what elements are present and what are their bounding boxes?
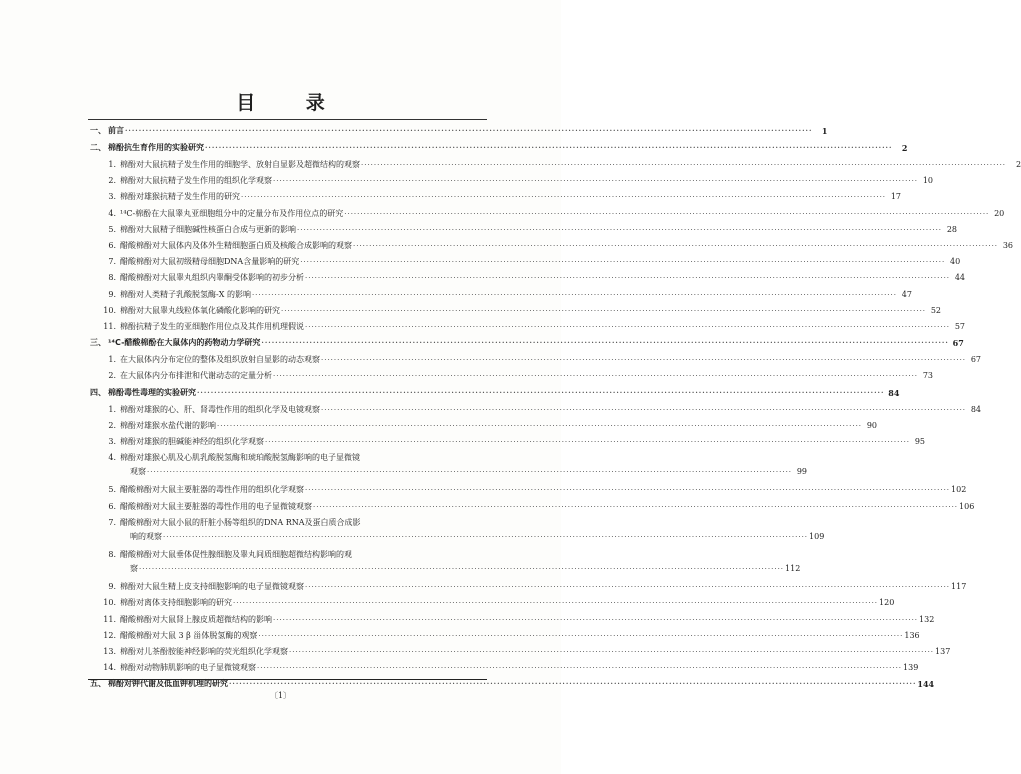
entry-page: 67 <box>970 355 982 365</box>
toc-item <box>102 660 919 673</box>
entry-number: 5. <box>108 224 116 234</box>
entry-title: 棉酚对动物肺肌影响的电子显微镜观察 <box>120 663 256 673</box>
entry-number: 3. <box>108 192 116 202</box>
entry-number: 2. <box>108 176 116 186</box>
leader-dots: ········································································································································································································ <box>273 372 919 381</box>
toc-item <box>102 547 484 560</box>
entry-title: 棉酚对大鼠抗精子发生作用的组织化学观察 <box>120 176 272 186</box>
entry-title: 棉酚对大鼠生精上皮支持细胞影响的电子显微镜观察 <box>120 582 304 592</box>
entry-title-continued: 察 <box>130 564 138 574</box>
leader-dots: ········································································································································································································ <box>273 177 919 186</box>
entry-page: 136 <box>904 630 920 640</box>
entry-number: 14. <box>103 663 116 673</box>
entry-page: 106 <box>959 501 975 511</box>
toc-item <box>102 515 484 528</box>
entry-number: 7. <box>108 257 116 267</box>
leader-dots: ········································································································································································································ <box>139 565 785 574</box>
leader-dots: ········································································································································································································ <box>305 323 951 331</box>
entry-page: 17 <box>890 192 902 202</box>
entry-title: 醋酸棉酚对大鼠睾丸组织内睾酮受体影响的初步分析 <box>120 273 304 283</box>
toc-item <box>102 319 966 332</box>
leader-dots: ········································································································································································································ <box>300 258 946 267</box>
leader-dots: ········································································································································································································ <box>217 421 863 430</box>
entry-page: 84 <box>970 404 982 414</box>
entry-page: 36 <box>1002 241 1014 250</box>
toc-item <box>102 270 966 283</box>
entry-title: ¹⁴C-棉酚在大鼠睾丸亚细胞组分中的定量分布及作用位点的研究 <box>120 208 344 218</box>
leader-dots: ········································································································································································································ <box>321 356 967 365</box>
toc-item <box>102 238 1014 251</box>
entry-title-continued: 观察 <box>130 467 146 477</box>
entry-title: 棉酚对雄猴的胆碱能神经的组织化学观察 <box>120 437 264 446</box>
entry-number: 13. <box>103 647 116 656</box>
entry-title: 棉酚对大鼠睾丸线粒体氧化磷酸化影响的研究 <box>120 305 280 315</box>
entry-number: 五、 <box>90 679 106 689</box>
toc-section <box>90 335 964 349</box>
entry-number: 2. <box>108 420 116 430</box>
entry-title: 醋酸棉酚对大鼠肾上腺皮质超微结构的影响 <box>120 614 272 624</box>
leader-dots: ········································································································································································································ <box>305 486 951 495</box>
toc-item <box>102 189 902 202</box>
entry-page: 102 <box>951 485 967 495</box>
entry-title: ¹⁴C-醋酸棉酚在大鼠体内的药物动力学研究 <box>108 338 261 348</box>
entry-page: 109 <box>809 532 825 541</box>
entry-number: 8. <box>108 550 116 559</box>
entry-title: 棉酚对人类精子乳酸脱氢酶-X 的影响 <box>120 289 251 299</box>
leader-dots: ········································································································································································································ <box>297 225 943 234</box>
entry-page: 120 <box>879 598 895 608</box>
toc-item <box>102 434 926 447</box>
leader-dots: ········································································································································································································ <box>147 468 793 477</box>
entry-page: 95 <box>914 437 926 446</box>
entry-page: 99 <box>796 467 808 477</box>
entry-number: 11. <box>103 322 116 331</box>
entry-number: 11. <box>103 614 116 624</box>
entry-number: 1. <box>108 355 116 365</box>
entry-title: 醋酸棉酚对大鼠 3 β 甾体脱氢酶的观察 <box>120 630 258 640</box>
entry-number: 二、 <box>90 143 106 152</box>
entry-page: 144 <box>917 679 935 690</box>
entry-page: 57 <box>954 322 966 331</box>
entry-number: 9. <box>108 289 116 299</box>
entry-title: 棉酚对离体支持细胞影响的研究 <box>120 598 232 608</box>
entry-number: 12. <box>103 630 116 640</box>
entry-number: 4. <box>108 208 116 218</box>
entry-page: 84 <box>888 387 900 398</box>
toc-item <box>102 287 912 300</box>
toc-item <box>102 206 1005 219</box>
entry-title: 在大鼠体内分布定位的整体及组织放射自显影的动态观察 <box>120 355 320 365</box>
toc-item <box>102 644 951 657</box>
toc-item <box>102 612 935 625</box>
leader-dots: ········································································································································································································ <box>305 583 951 592</box>
entry-page: 44 <box>954 273 966 283</box>
toc-item <box>102 499 975 512</box>
leader-dots: ········································································································································································································ <box>163 533 809 541</box>
toc-item <box>102 402 982 415</box>
entry-title: 棉酚对大鼠精子细胞碱性核蛋白合成与更新的影响 <box>120 224 296 234</box>
toc-item <box>102 303 942 316</box>
entry-title: 棉酚对雄猴水盐代谢的影响 <box>120 420 216 430</box>
entry-title: 棉酚对儿茶酚胺能神经影响的荧光组织化学观察 <box>120 647 288 656</box>
entry-title: 醋酸棉酚对大鼠主要脏器的毒性作用的电子显微镜观察 <box>120 501 312 511</box>
leader-dots: ········································································································································································································ <box>273 615 919 624</box>
leader-dots: ········································································································································································································ <box>258 631 904 640</box>
entry-title: 棉酚抗生育作用的实验研究 <box>108 143 204 152</box>
entry-title: 醋酸棉酚对大鼠小鼠的肝脏小肠等组织的DNA RNA及蛋白质合成影 <box>120 517 361 527</box>
entry-page: 40 <box>950 257 961 267</box>
entry-title: 棉酚抗精子发生的亚细胞作用位点及其作用机理假说 <box>120 322 304 331</box>
entry-page: 10 <box>922 176 934 186</box>
entry-title: 棉酚毒性毒理的实验研究 <box>108 387 196 397</box>
entry-page: 139 <box>903 663 919 673</box>
entry-number: 5. <box>108 485 116 495</box>
leader-dots: ········································································································································································································ <box>251 290 897 299</box>
entry-number: 3. <box>108 437 116 446</box>
leader-dots: ········································································································································································································ <box>344 209 990 218</box>
leader-dots: ········································································································································································································ <box>281 306 927 315</box>
leader-dots: ········································································································································································································ <box>313 502 959 511</box>
entry-number: 9. <box>108 582 116 592</box>
entry-page: 73 <box>922 371 934 381</box>
entry-number: 4. <box>108 453 116 463</box>
entry-page: 112 <box>785 564 801 574</box>
entry-title: 棉酚对雄猴心肌及心肌乳酸脱氢酶和琥珀酸脱氢酶影响的电子显微镜 <box>120 453 360 463</box>
entry-page: 90 <box>866 420 878 430</box>
entry-number: 8. <box>108 273 116 283</box>
entry-title: 棉酚对大鼠抗精子发生作用的细胞学、放射自显影及超微结构的观察 <box>120 160 360 169</box>
entry-title-continued: 响的观察 <box>130 532 162 541</box>
leader-dots: ········································································································································································································ <box>257 664 903 673</box>
page-title: 目 录 <box>236 92 347 114</box>
entry-number: 6. <box>108 501 116 511</box>
toc-item <box>102 579 967 592</box>
entry-number: 1. <box>108 404 116 414</box>
leader-dots: ········································································································································································································ <box>289 648 935 656</box>
leader-dots: ········································································································································································································ <box>353 242 999 250</box>
toc-item-continuation <box>130 464 808 477</box>
leader-dots: ········································································································································································································ <box>321 405 967 414</box>
entry-title: 醋酸棉酚对大鼠体内及体外生精细胞蛋白质及核酸合成影响的观察 <box>120 241 352 250</box>
toc-item <box>102 222 958 235</box>
leader-dots: ········································································································································································································ <box>197 387 885 397</box>
toc-item <box>102 418 878 431</box>
toc-item-continuation <box>130 529 825 542</box>
entry-title: 棉酚对雄猴抗精子发生作用的研究 <box>120 192 240 202</box>
toc-item <box>102 157 1021 170</box>
toc-item <box>102 450 484 463</box>
entry-title: 前言 <box>108 126 124 135</box>
entry-number: 2. <box>108 371 116 381</box>
leader-dots: ········································································································································································································ <box>265 438 911 446</box>
entry-title: 醋酸棉酚对大鼠主要脏器的毒性作用的组织化学观察 <box>120 485 304 495</box>
entry-number: 10. <box>103 305 116 315</box>
entry-page: 2 <box>1015 160 1021 169</box>
leader-dots: ········································································································································································································ <box>205 143 893 152</box>
entry-title: 棉酚对雄猴的心、肝、肾毒性作用的组织化学及电镜观察 <box>120 404 320 414</box>
entry-number: 三、 <box>90 338 106 348</box>
leader-dots: ········································································································································································································ <box>233 599 879 608</box>
entry-number: 6. <box>108 241 116 250</box>
leader-dots: ········································································································································································································ <box>361 161 1007 169</box>
bottom-rule <box>88 679 487 680</box>
entry-page: 28 <box>946 224 958 234</box>
leader-dots: ········································································································································································································ <box>125 126 813 135</box>
entry-number: 1. <box>108 160 116 169</box>
entry-title: 在大鼠体内分布排泄和代谢动态的定量分析 <box>120 371 272 381</box>
page-number: 〔1〕 <box>269 691 292 700</box>
toc-section <box>90 123 828 136</box>
entry-page: 52 <box>930 305 942 315</box>
entry-page: 132 <box>919 614 935 624</box>
toc-item <box>102 595 895 608</box>
toc-section <box>90 385 900 398</box>
toc-item <box>102 628 920 641</box>
leader-dots: ········································································································································································································ <box>241 193 887 202</box>
top-rule <box>88 119 487 120</box>
toc-item <box>102 482 967 495</box>
entry-number: 10. <box>103 598 116 608</box>
toc-item <box>102 173 934 186</box>
entry-number: 7. <box>108 517 116 527</box>
entry-number: 一、 <box>90 126 106 135</box>
toc-item <box>102 352 982 365</box>
leader-dots: ········································································································································································································ <box>305 274 951 283</box>
entry-page: 137 <box>935 647 951 656</box>
entry-title: 醋酸棉酚对大鼠垂体促性腺细胞及睾丸间质细胞超微结构影响的观 <box>120 550 352 559</box>
entry-page: 1 <box>821 126 828 136</box>
entry-page: 47 <box>901 289 912 299</box>
leader-dots: ········································································································································································································ <box>229 679 917 689</box>
entry-page: 20 <box>994 208 1005 218</box>
toc-item <box>102 368 934 381</box>
entry-title: 棉酚对钾代谢及低血钾机理的研究 <box>108 679 228 689</box>
leader-dots: ········································································································································································································ <box>261 338 949 348</box>
entry-page: 2 <box>901 143 908 153</box>
entry-title: 醋酸棉酚对大鼠初级精母细胞DNA含量影响的研究 <box>120 257 300 267</box>
toc-section <box>90 140 908 153</box>
toc-item-continuation <box>130 561 801 574</box>
entry-page: 67 <box>952 338 964 349</box>
entry-number: 四、 <box>90 387 106 397</box>
entry-page: 117 <box>951 582 967 592</box>
toc-item <box>102 254 961 267</box>
